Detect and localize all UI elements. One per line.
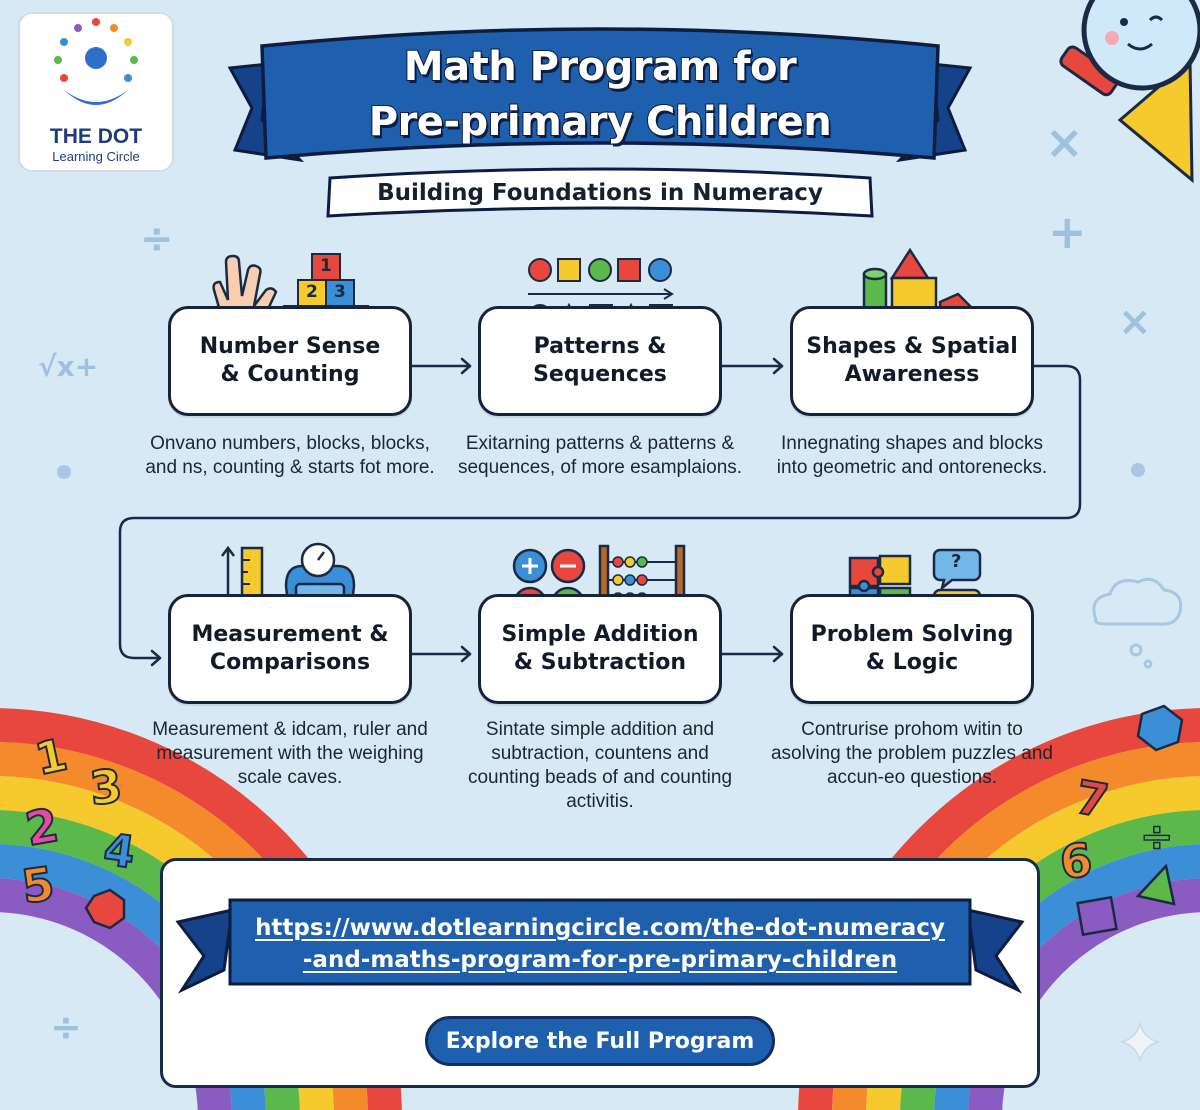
block-digit-2: 2 [306, 282, 318, 302]
question-mark-1: ? [951, 551, 962, 572]
step-description: Measurement & idcam, ruler and measurement with the weighing scale caves. [152, 719, 428, 788]
step-card-addition[interactable] [478, 594, 722, 704]
step-description: Sintate simple addition and subtraction, countens and counting beads of and counting activitis. [467, 719, 733, 812]
sqrt-symbol-decor: √x+ [38, 350, 99, 383]
square-shape-icon [1077, 897, 1116, 934]
page-subtitle: Building Foundations in Numeracy [377, 180, 823, 206]
explore-program-label: Explore the Full Program [445, 1028, 755, 1054]
step-description: Onvano numbers, blocks, blocks, and ns, counting & starts fot more. [145, 433, 435, 478]
divide-symbol-rainbow: ÷ [1140, 814, 1174, 860]
logo-tagline: Learning Circle [52, 149, 140, 164]
times-symbol-decor-2: × [1118, 299, 1152, 345]
step-description: Contrurise prohom witin to asolving the problem puzzles and accun-eo questions. [770, 719, 1053, 788]
step-title: Shapes & Spatial Awareness [806, 334, 1018, 387]
block-digit-1: 1 [320, 256, 332, 276]
page-title-line-1: Math Program for [403, 44, 797, 90]
step-title: Simple Addition & Subtraction [501, 622, 699, 675]
step-card-measurement[interactable] [168, 594, 412, 704]
step-card-shapes[interactable] [790, 306, 1034, 416]
step-title: Number Sense & Counting [199, 334, 381, 387]
times-symbol-decor: × [1045, 115, 1084, 169]
step-description: Exitarning patterns & patterns & sequences, of more esamplaions. [457, 433, 743, 478]
divide-symbol-decor-2: ÷ [50, 1005, 82, 1049]
number-decor-6: 6 [1057, 832, 1095, 890]
step-card-patterns[interactable] [478, 306, 722, 416]
number-decor-1: 1 [31, 729, 72, 786]
step-description: Innegnating shapes and blocks into geometric and ontorenecks. [776, 433, 1048, 478]
divide-symbol-decor: ÷ [140, 216, 174, 262]
sparkle-icon [1122, 1024, 1158, 1060]
logo-name: THE DOT [49, 125, 143, 148]
step-title: Patterns & Sequences [533, 334, 667, 387]
explore-program-button[interactable] [425, 1016, 775, 1066]
number-decor-5: 5 [18, 856, 58, 914]
logo-mark-overlay [18, 12, 174, 122]
number-decor-7: 7 [1071, 769, 1113, 829]
plus-symbol-decor: + [1048, 205, 1087, 259]
page-title-line-2: Pre-primary Children [368, 99, 832, 145]
program-link-line-1[interactable]: https://www.dotlearningcircle.com/the-dot-numeracy [255, 915, 945, 941]
program-link-line-2[interactable]: -and-maths-program-for-pre-primary-children [302, 947, 898, 973]
number-decor-2: 2 [21, 797, 63, 857]
number-decor-3: 3 [87, 758, 125, 816]
step-title: Measurement & Comparisons [191, 622, 389, 675]
block-digit-3: 3 [334, 282, 346, 302]
step-title: Problem Solving & Logic [810, 622, 1014, 675]
step-card-number-sense[interactable] [168, 306, 412, 416]
number-decor-4: 4 [100, 824, 139, 879]
thought-cloud-icon [1094, 579, 1181, 667]
step-card-problem-solving[interactable] [790, 594, 1034, 704]
